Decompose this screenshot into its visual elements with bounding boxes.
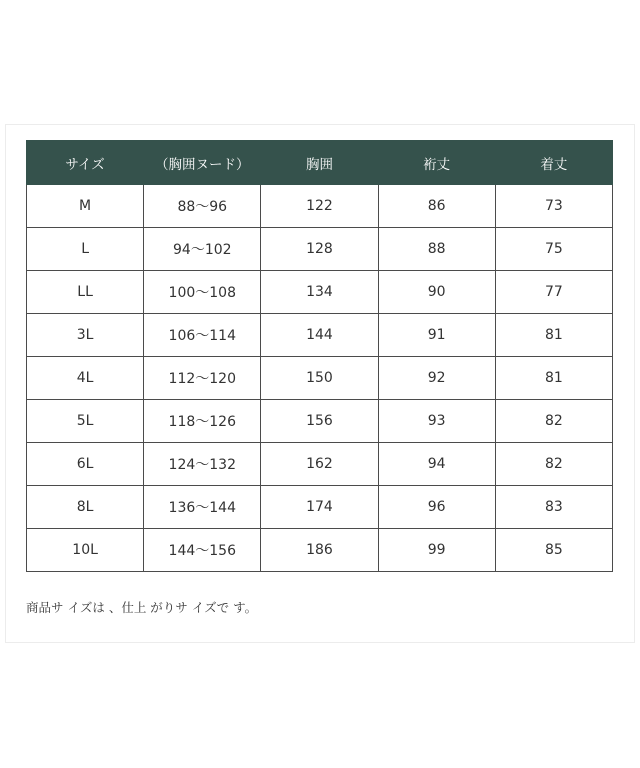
cell-body-length: 75 bbox=[495, 228, 612, 271]
cell-chest: 156 bbox=[261, 400, 378, 443]
table-row bbox=[27, 271, 613, 314]
cell-size: 10L bbox=[27, 529, 144, 572]
cell-sleeve-length: 90 bbox=[378, 271, 495, 314]
cell-body-length: 81 bbox=[495, 314, 612, 357]
cell-body-length: 83 bbox=[495, 486, 612, 529]
cell-body-length: 73 bbox=[495, 185, 612, 228]
cell-chest: 186 bbox=[261, 529, 378, 572]
header-chest-nude: （胸囲ヌード） bbox=[144, 141, 261, 185]
cell-sleeve-length: 86 bbox=[378, 185, 495, 228]
table-row bbox=[27, 314, 613, 357]
cell-body-length: 81 bbox=[495, 357, 612, 400]
cell-chest-nude: 94～102 bbox=[144, 228, 261, 271]
cell-chest-nude: 88～96 bbox=[144, 185, 261, 228]
cell-chest: 174 bbox=[261, 486, 378, 529]
cell-chest: 122 bbox=[261, 185, 378, 228]
cell-chest: 162 bbox=[261, 443, 378, 486]
cell-sleeve-length: 96 bbox=[378, 486, 495, 529]
size-note: 商品サ イズは 、仕上 がりサ イズで す。 bbox=[26, 600, 258, 615]
cell-sleeve-length: 92 bbox=[378, 357, 495, 400]
table-row bbox=[27, 185, 613, 228]
cell-body-length: 82 bbox=[495, 443, 612, 486]
table-row bbox=[27, 400, 613, 443]
header-chest: 胸囲 bbox=[261, 141, 378, 185]
cell-size: 3L bbox=[27, 314, 144, 357]
cell-sleeve-length: 91 bbox=[378, 314, 495, 357]
cell-chest-nude: 144～156 bbox=[144, 529, 261, 572]
cell-sleeve-length: 93 bbox=[378, 400, 495, 443]
cell-size: LL bbox=[27, 271, 144, 314]
cell-chest-nude: 118～126 bbox=[144, 400, 261, 443]
cell-chest: 150 bbox=[261, 357, 378, 400]
header-sleeve-length: 裄丈 bbox=[378, 141, 495, 185]
cell-chest: 144 bbox=[261, 314, 378, 357]
cell-body-length: 82 bbox=[495, 400, 612, 443]
cell-chest: 128 bbox=[261, 228, 378, 271]
cell-body-length: 85 bbox=[495, 529, 612, 572]
cell-size: 8L bbox=[27, 486, 144, 529]
cell-chest-nude: 136～144 bbox=[144, 486, 261, 529]
cell-size: L bbox=[27, 228, 144, 271]
header-size: サイズ bbox=[27, 141, 144, 185]
cell-chest-nude: 100～108 bbox=[144, 271, 261, 314]
cell-sleeve-length: 94 bbox=[378, 443, 495, 486]
cell-size: 5L bbox=[27, 400, 144, 443]
cell-chest-nude: 106～114 bbox=[144, 314, 261, 357]
cell-body-length: 77 bbox=[495, 271, 612, 314]
cell-sleeve-length: 88 bbox=[378, 228, 495, 271]
table-row bbox=[27, 486, 613, 529]
table-row bbox=[27, 228, 613, 271]
table-row bbox=[27, 529, 613, 572]
cell-sleeve-length: 99 bbox=[378, 529, 495, 572]
cell-chest-nude: 112～120 bbox=[144, 357, 261, 400]
cell-chest: 134 bbox=[261, 271, 378, 314]
cell-size: M bbox=[27, 185, 144, 228]
size-table bbox=[26, 140, 613, 572]
table-header-row bbox=[27, 141, 613, 185]
cell-size: 4L bbox=[27, 357, 144, 400]
cell-chest-nude: 124～132 bbox=[144, 443, 261, 486]
header-body-length: 着丈 bbox=[495, 141, 612, 185]
table-row bbox=[27, 443, 613, 486]
cell-size: 6L bbox=[27, 443, 144, 486]
table-row bbox=[27, 357, 613, 400]
